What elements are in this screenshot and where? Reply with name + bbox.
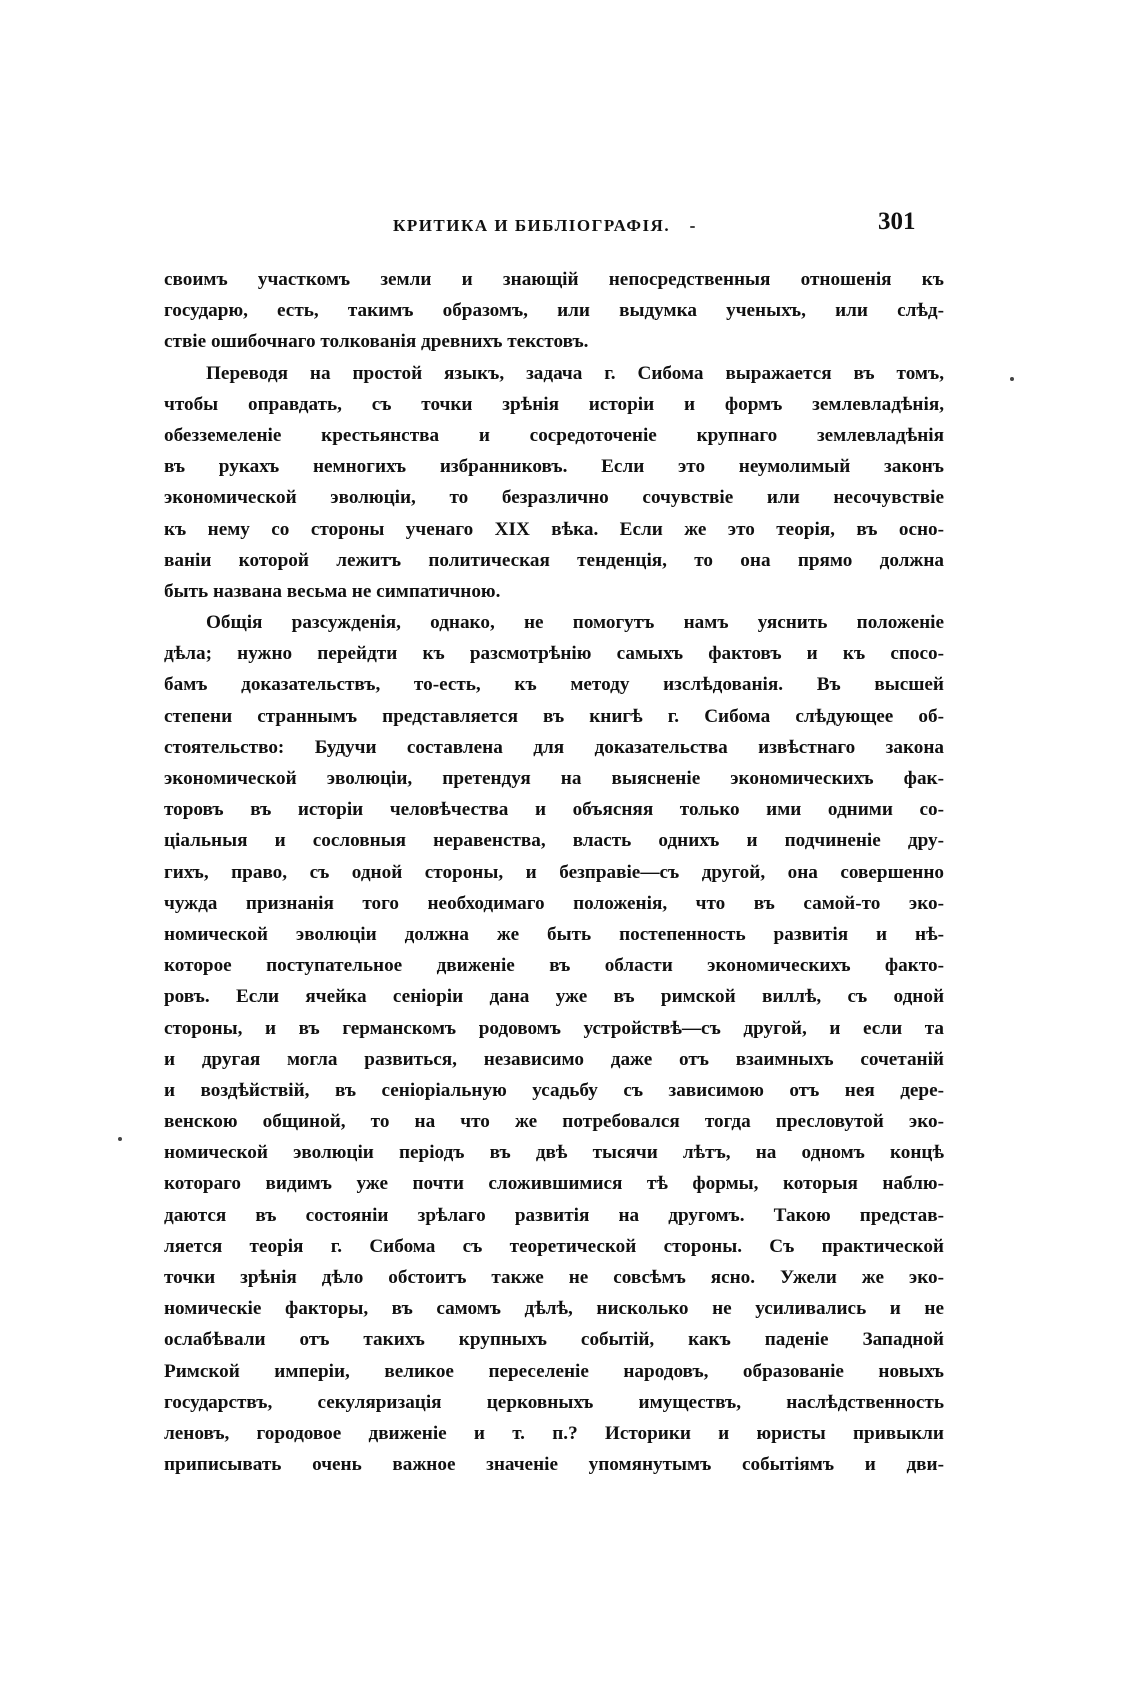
text-line: своимъ участкомъ земли и знающій непосредственныя отношенія къ xyxy=(164,269,944,290)
text-line: ляется теорія г. Сибома съ теоретической стороны. Съ практической xyxy=(164,1235,944,1257)
text-line: венскою общиной, то на что же потребовался тогда пресловутой эко- xyxy=(164,1111,944,1133)
text-line: чтобы оправдать, съ точки зрѣнія исторіи и формъ землевладѣнія, xyxy=(164,393,944,415)
text-line: государствъ, секуляризація церковныхъ имуществъ, наслѣдственность xyxy=(164,1391,944,1413)
text-line: и воздѣйствій, въ сеніоріальную усадьбу съ зависимою отъ нея дере- xyxy=(164,1079,944,1101)
text-line: степени страннымъ представляется въ книгѣ г. Сибома слѣдующее об- xyxy=(164,705,944,727)
text-line: номической эволюціи должна же быть постепенность развитія и нѣ- xyxy=(164,923,944,945)
text-line: къ нему со стороны ученаго XIX вѣка. Если же это теорія, въ осно- xyxy=(164,518,944,540)
text-line: даются въ состояніи зрѣлаго развитія на другомъ. Такою представ- xyxy=(164,1204,944,1226)
text-line: Общія разсужденія, однако, не помогутъ намъ уяснить положеніе xyxy=(206,612,944,634)
print-speck xyxy=(118,1137,122,1141)
text-line: быть названа весьма не симпатичною. xyxy=(164,580,501,602)
text-line: ствіе ошибочнаго толкованія древнихъ текстовъ. xyxy=(164,331,589,353)
text-line: ровъ. Если ячейка сеніоріи дана уже въ римской виллѣ, съ одной xyxy=(164,986,944,1008)
text-line: обезземеленіе крестьянства и сосредоточеніе крупнаго землевладѣнія xyxy=(164,424,944,446)
text-line: ціальныя и сословныя неравенства, власть однихъ и подчиненіе дру- xyxy=(164,830,944,852)
print-speck xyxy=(1010,377,1014,381)
text-line: стоятельство: Будучи составлена для доказательства извѣстнаго закона xyxy=(164,736,944,758)
text-line: Переводя на простой языкъ, задача г. Сибома выражается въ томъ, xyxy=(206,362,944,384)
text-line: стороны, и въ германскомъ родовомъ устройствѣ—съ другой, и если та xyxy=(164,1017,944,1039)
page-number: 301 xyxy=(878,208,916,235)
text-line: чужда признанія того необходимаго положенія, что въ самой-то эко- xyxy=(164,892,944,914)
text-line: и другая могла развиться, независимо даже отъ взаимныхъ сочетаній xyxy=(164,1048,944,1070)
text-line: ослабѣвали отъ такихъ крупныхъ событій, какъ паденіе Западной xyxy=(164,1329,944,1351)
text-line: точки зрѣнія дѣло обстоитъ также не совсѣмъ ясно. Ужели же эко- xyxy=(164,1267,944,1288)
text-line: въ рукахъ немногихъ избранниковъ. Если это неумолимый законъ xyxy=(164,456,944,478)
text-line: приписывать очень важное значеніе упомянутымъ событіямъ и дви- xyxy=(164,1454,944,1476)
text-line: гихъ, право, съ одной стороны, и безправіе—съ другой, она совершенно xyxy=(164,861,944,883)
text-line: бамъ доказательствъ, то-есть, къ методу изслѣдованія. Въ высшей xyxy=(164,674,944,696)
text-line: ваніи которой лежитъ политическая тенденція, то она прямо должна xyxy=(164,549,944,571)
text-line: номическіе факторы, въ самомъ дѣлѣ, нисколько не усиливались и не xyxy=(164,1298,944,1320)
print-speck xyxy=(690,226,695,228)
running-title: КРИТИКА И БИБЛІОГРАФІЯ. xyxy=(393,216,671,235)
text-line: леновъ, городовое движеніе и т. п.? Историки и юристы привыкли xyxy=(164,1422,944,1444)
text-line: экономической эволюціи, то безразлично сочувствіе или несочувствіе xyxy=(164,487,944,509)
text-line: Римской имперіи, великое переселеніе народовъ, образованіе новыхъ xyxy=(164,1360,944,1382)
text-line: экономической эволюціи, претендуя на выясненіе экономическихъ фак- xyxy=(164,768,944,789)
text-line: номической эволюціи періодъ въ двѣ тысячи лѣтъ, на одномъ концѣ xyxy=(164,1142,944,1164)
text-line: дѣла; нужно перейдти къ разсмотрѣнію самыхъ фактовъ и къ спосо- xyxy=(164,643,944,665)
text-line: котораго видимъ уже почти сложившимися тѣ формы, которыя наблю- xyxy=(164,1173,944,1195)
text-line: торовъ въ исторіи человѣчества и объясняя только ими одними со- xyxy=(164,799,944,821)
body-text xyxy=(164,264,944,1480)
text-line: государю, есть, такимъ образомъ, или выдумка ученыхъ, или слѣд- xyxy=(164,300,944,322)
text-line: которое поступательное движеніе въ области экономическихъ факто- xyxy=(164,955,944,977)
